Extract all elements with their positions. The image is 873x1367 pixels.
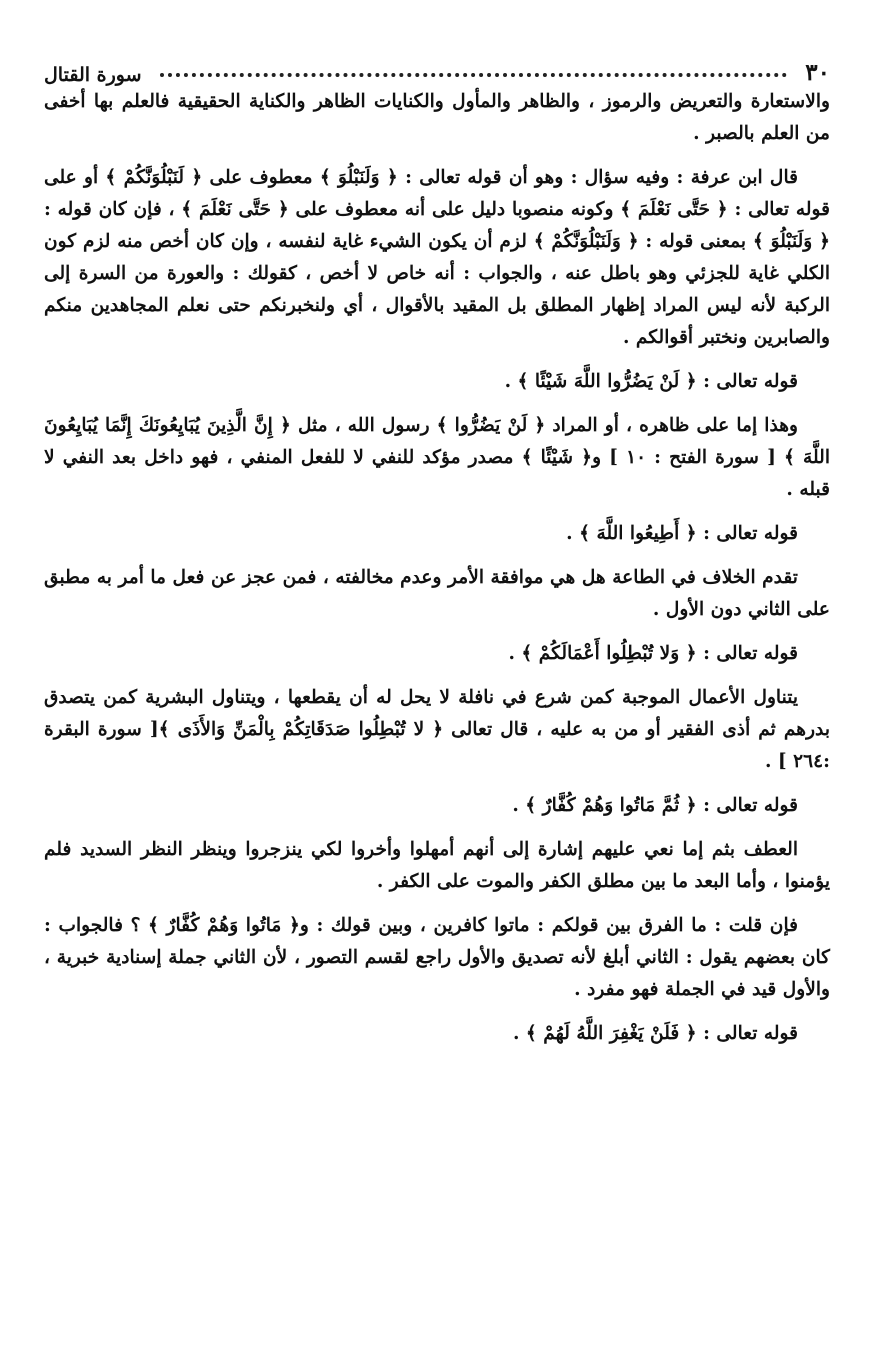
surah-title: سورة القتال <box>44 64 142 86</box>
running-header <box>44 50 830 86</box>
paragraph-commentary: تقدم الخلاف في الطاعة هل هي موافقة الأمر وعدم مخالفته ، فمن عجز عن فعل ما أمر به مطبق على الثاني دون الأول . <box>44 567 830 620</box>
page-body <box>44 86 830 1050</box>
paragraph-commentary: يتناول الأعمال الموجبة كمن شرع في نافلة لا يحل له أن يقطعها ، ويتناول البشرية كمن يتصدق بدرهم ثم أذى الفقير أو من به عليه ، قال تعالى ﴿ لا تُبْطِلُوا صَدَقَاتِكُمْ بِالْمَنِّ وَالأَذَى ﴾[ سورة البقرة :٢٦٤ ] . <box>44 687 830 772</box>
page-number: ٣٠ <box>805 59 830 86</box>
paragraph-ibn-arafa-question: قال ابن عرفة : وفيه سؤال : وهو أن قوله تعالى : ﴿ وَلَنَبْلُوَ ﴾ معطوف على ﴿ لَنَبْلُوَنَّكُمْ ﴾ أو على قوله تعالى : ﴿ حَتَّى نَعْلَمَ ﴾ وكونه منصوبا دليل على أنه معطوف على ﴿ حَتَّى نَعْلَمَ ﴾ ، فإن كان قوله : ﴿ وَلَنَبْلُوَ ﴾ بمعنى قوله : ﴿ وَلَنَبْلُوَنَّكُمْ ﴾ لزم أن يكون الشيء غاية لنفسه ، وإن كان أخص منه لزم كون الكلي غاية للجزئي وهو باطل عنه ، والجواب : أنه خاص لا أخص ، كقولك : والعورة من السرة إلى الركبة لأنه ليس المراد إظهار المطلق بل المقيد بالأقوال ، أي ولنخبرنكم حتى نعلم المجاهدين منكم والصابرين ونختبر أقوالكم . <box>44 167 830 348</box>
verse-heading: قوله تعالى : ﴿ أَطِيعُوا اللَّهَ ﴾ . <box>566 523 798 544</box>
paragraph-continuation: والاستعارة والتعريض والرموز ، والظاهر والمأول والكنايات الظاهر والكناية الحقيقية فالعلم بها أخفى من العلم بالصبر . <box>44 91 830 144</box>
paragraph-question-answer: فإن قلت : ما الفرق بين قولكم : ماتوا كافرين ، وبين قولك : و﴿ مَاتُوا وَهُمْ كُفَّارٌ ﴾ ؟ فالجواب : كان بعضهم يقول : الثاني أبلغ لأنه تصديق والأول راجع لقسم التصور ، لأن الثاني جملة إسنادية خبرية ، والأول قيد في الجملة فهو مفرد . <box>44 915 830 1000</box>
verse-heading: قوله تعالى : ﴿ وَلا تُبْطِلُوا أَعْمَالَكُمْ ﴾ . <box>508 643 798 664</box>
header-dotted-rule <box>160 73 788 77</box>
verse-heading: قوله تعالى : ﴿ فَلَنْ يَغْفِرَ اللَّهُ لَهُمْ ﴾ . <box>512 1023 798 1044</box>
paragraph-commentary: العطف بثم إما نعي عليهم إشارة إلى أنهم أمهلوا وأخروا لكي ينزجروا وينظر النظر السديد فلم يؤمنوا ، وأما البعد ما بين مطلق الكفر والموت على الكفر . <box>44 839 830 892</box>
verse-heading: قوله تعالى : ﴿ ثُمَّ مَاتُوا وَهُمْ كُفَّارٌ ﴾ . <box>512 795 798 816</box>
paragraph-commentary: وهذا إما على ظاهره ، أو المراد ﴿ لَنْ يَضُرُّوا ﴾ رسول الله ، مثل ﴿ إِنَّ الَّذِينَ يُبَايِعُونَكَ إِنَّمَا يُبَايِعُونَ اللَّهَ ﴾ [ سورة الفتح : ١٠ ] و﴿ شَيْئًا ﴾ مصدر مؤكد للنفي لا للفعل المنفي ، فهو داخل بعد النفي لا قبله . <box>44 415 830 500</box>
book-page <box>44 50 830 1350</box>
verse-heading: قوله تعالى : ﴿ لَنْ يَضُرُّوا اللَّهَ شَيْئًا ﴾ . <box>504 371 798 392</box>
